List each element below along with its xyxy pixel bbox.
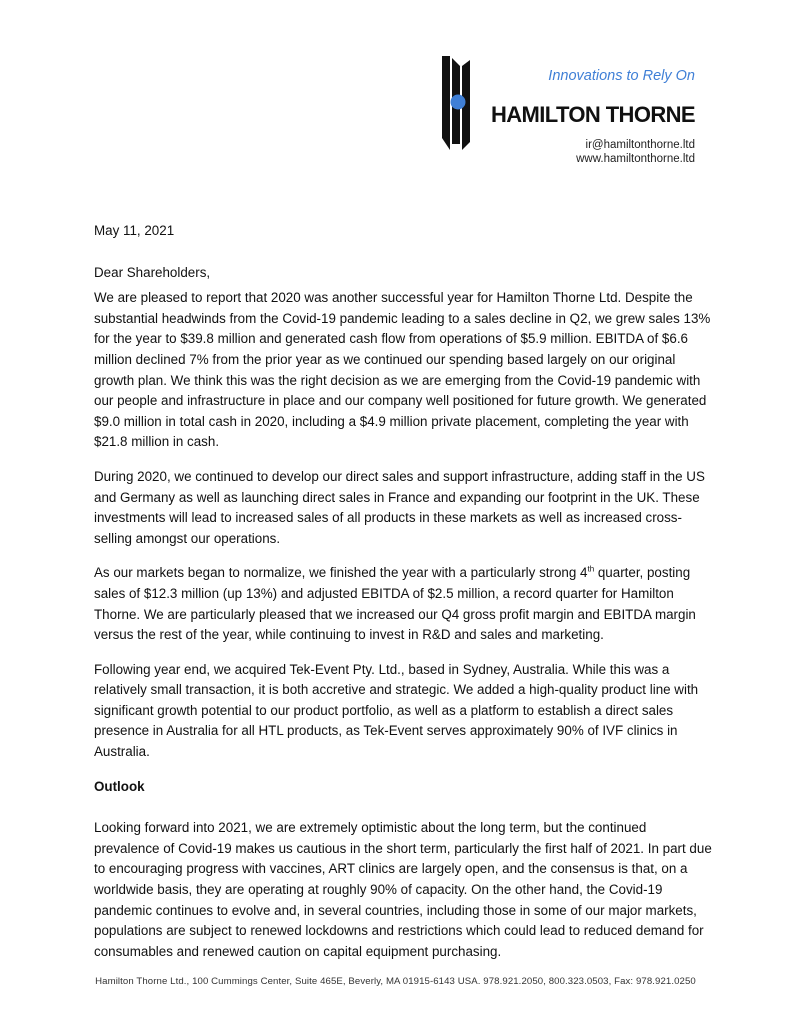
paragraph-outlook: Looking forward into 2021, we are extremely optimistic about the long term, but the continued prevalence of Covid-19 makes us cautious in the short term, particularly the first half of 2021. In part due to encouraging progress with vaccines, ART clinics are largely open, and the consensus is that, on a worldwide basis, they are operating at roughly 90% of capacity. On the other hand, the Covid-19 pandemic continues to evolve and, in several countries, including those in some of our major markets, populations are subject to renewed lockdowns and restrictions which could lead to reduced demand for consumables and renewed caution on capital equipment purchasing. (94, 820, 712, 959)
paragraph-results: We are pleased to report that 2020 was another successful year for Hamilton Thorne Ltd. Despite the substantial headwinds from the Covid-19 pandemic leading to a sales decline in Q2, we grew sales 13% for the year to $39.8 million and generated cash flow from operations of $5.9 million. EBITDA of $6.6 million declined 7% from the prior year as we continued our spending based largely on our original growth plan. We think this was the right decision as we are emerging from the Covid-19 pandemic with our people and infrastructure in place and our company well positioned for future growth. We generated $9.0 million in total cash in 2020, including a $4.9 million private placement, completing the year with $21.8 million in cash. (94, 290, 711, 450)
q4-text-start: As our markets began to normalize, we finished the year with a particularly strong 4 (94, 565, 588, 581)
paragraph-acquisition: Following year end, we acquired Tek-Event Pty. Ltd., based in Sydney, Australia. While this was a relatively small transaction, it is both accretive and strategic. We added a high-quality product line with significant growth potential to our product portfolio, as well as a platform to establish a direct sales presence in Australia for all HTL products, as Tek-Event serves approximately 90% of IVF clinics in Australia. (94, 661, 699, 760)
salutation: Dear Shareholders, (94, 264, 211, 280)
contact-block (576, 138, 695, 166)
contact-email[interactable]: ir@hamiltonthorne.ltd (585, 139, 695, 151)
hamilton-thorne-logo-icon (440, 54, 482, 150)
letter-date: May 11, 2021 (94, 223, 175, 238)
q4-text-end: quarter, posting sales of $12.3 million (up 13%) and adjusted EBITDA of $2.5 million, a record quarter for Hamilton Thorne. We are particularly pleased that we increased our Q4 gross profit margin and EBITDA margin versus the rest of the year, while continuing to invest in R&D and sales and marketing. (94, 565, 696, 643)
paragraph-direct-sales: During 2020, we continued to develop our direct sales and support infrastructure, adding staff in the US and Germany as well as launching direct sales in France and expanding our footprint in the UK. These investments will lead to increased sales of all products in these markets as well as increased cross-selling amongst our operations. (94, 468, 705, 546)
outlook-heading: Outlook (94, 778, 145, 794)
q4-superscript: th (587, 564, 595, 574)
paragraph-q4 (94, 563, 714, 645)
letter-body (94, 221, 714, 976)
company-name: HAMILTON THORNE (490, 102, 695, 127)
footer-address: Hamilton Thorne Ltd., 100 Cummings Center, Suite 465E, Beverly, MA 01915-6143 USA. 978.921.2050, 800.323.0503, Fax: 978.921.0250 (95, 976, 696, 987)
contact-website[interactable]: www.hamiltonthorne.ltd (576, 153, 695, 165)
letterhead (440, 52, 695, 172)
tagline: Innovations to Rely On (548, 68, 695, 84)
